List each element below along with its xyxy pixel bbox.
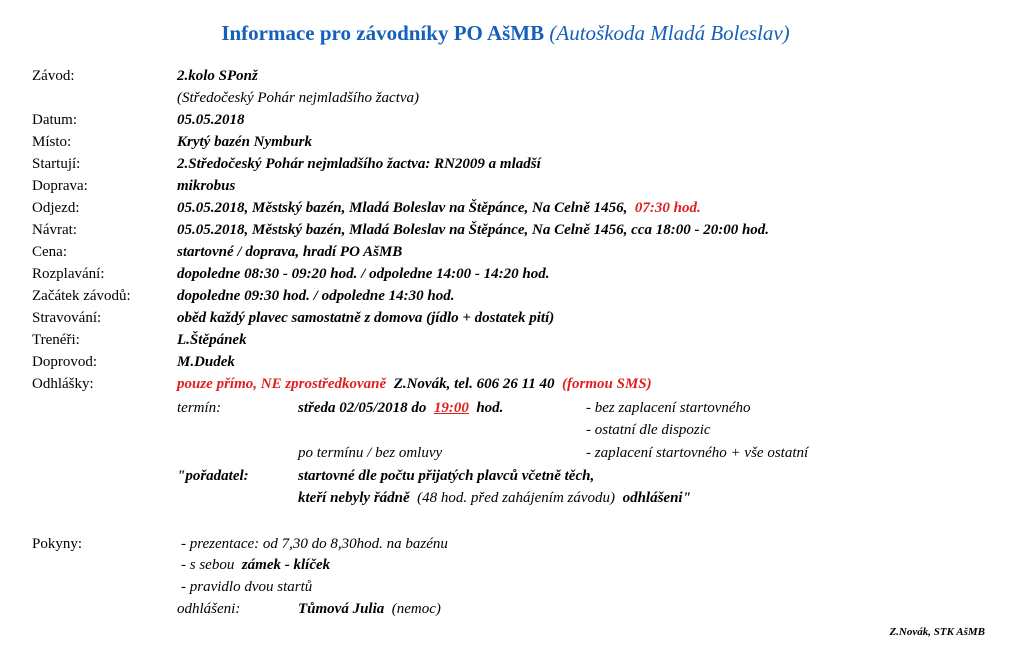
- row-label: Rozplavání:: [32, 266, 105, 282]
- row-label: Místo:: [32, 134, 72, 150]
- row-value: oběd každý plavec samostatně z domova (jídlo + dostatek pití): [177, 310, 555, 326]
- row-label: Doprovod:: [32, 354, 97, 370]
- pokyny-label: Pokyny:: [32, 536, 83, 552]
- row-value: L.Štěpánek: [177, 332, 247, 348]
- title-sub: (Autoškoda Mladá Boleslav): [549, 21, 790, 45]
- row-label: Stravování:: [32, 310, 102, 326]
- odhlaseni-label: odhlášeni:: [177, 601, 241, 617]
- poradatel-line-2a: kteří nebyly řádně: [298, 490, 410, 506]
- row-label: Odjezd:: [32, 200, 80, 216]
- row-value: dopoledne 09:30 hod. / odpoledne 14:30 hod.: [177, 288, 455, 304]
- odhlaseni-note: (nemoc): [391, 601, 441, 617]
- row-value: 05.05.2018, Městský bazén, Mladá Boleslav na Štěpánce, Na Celně 1456, cca 18:00 - 20:00 hod.: [177, 222, 770, 238]
- po-terminu: po termínu / bez omluvy: [298, 445, 443, 461]
- row-value: (Středočeský Pohár nejmladšího žactva): [177, 90, 420, 106]
- odhlasky-red2: (formou SMS): [562, 376, 652, 392]
- pokyny-line-2: [181, 557, 330, 574]
- row-value: 05.05.2018: [177, 112, 245, 128]
- title-main: Informace pro závodníky PO AšMB: [221, 21, 545, 45]
- odjezd-time: 07:30 hod.: [634, 200, 701, 216]
- row-label: Startují:: [32, 156, 81, 172]
- termin-value: [298, 400, 503, 417]
- row-label: Cena:: [32, 244, 67, 260]
- odhlasky-red1: pouze přímo, NE zprostředkovaně: [177, 376, 387, 392]
- odhlasky-contact: Z.Novák, tel. 606 26 11 40: [393, 376, 555, 392]
- odjezd-text: 05.05.2018, Městský bazén, Mladá Boleslav na Štěpánce, Na Celně 1456,: [177, 200, 628, 216]
- poradatel-line-2: [298, 490, 691, 507]
- row-value: mikrobus: [177, 178, 236, 194]
- pokyny-line-1: - prezentace: od 7,30 do 8,30hod. na bazénu: [181, 536, 448, 552]
- row-label: Doprava:: [32, 178, 88, 194]
- termin-hod: hod.: [476, 400, 504, 416]
- row-value: dopoledne 08:30 - 09:20 hod. / odpoledne 14:00 - 14:20 hod.: [177, 266, 550, 282]
- termin-time: 19:00: [433, 400, 469, 416]
- termin-note-3: - zaplacení startovného + vše ostatní: [586, 445, 809, 461]
- poradatel-label: "pořadatel:: [177, 468, 249, 484]
- row-value: [177, 200, 701, 217]
- termin-note-2: - ostatní dle dispozic: [586, 422, 711, 438]
- odhlaseni-name: Tůmová Julia: [298, 601, 385, 617]
- poradatel-line-2b: (48 hod. před zahájením závodu): [417, 490, 616, 506]
- footer-signature: Z.Novák, STK AšMB: [889, 626, 985, 638]
- page-title: [0, 21, 1011, 46]
- row-value: Krytý bazén Nymburk: [177, 134, 312, 150]
- odhlaseni-value: [298, 601, 441, 618]
- row-label: Odhlášky:: [32, 376, 94, 392]
- row-label: Začátek závodů:: [32, 288, 131, 304]
- row-value: 2.Středočeský Pohár nejmladšího žactva: RN2009 a mladší: [177, 156, 541, 172]
- row-label: Datum:: [32, 112, 77, 128]
- pokyny-line-3: - pravidlo dvou startů: [181, 579, 313, 595]
- row-label: Závod:: [32, 68, 75, 84]
- poradatel-line-1: startovné dle počtu přijatých plavců včetně těch,: [298, 468, 595, 484]
- termin-date: středa 02/05/2018 do: [298, 400, 427, 416]
- row-value: startovné / doprava, hradí PO AšMB: [177, 244, 403, 260]
- pokyny-line-2a: - s sebou: [181, 557, 235, 573]
- pokyny-line-2b: zámek - klíček: [241, 557, 331, 573]
- row-label: Trenéři:: [32, 332, 80, 348]
- termin-label: termín:: [177, 400, 222, 416]
- row-value: M.Dudek: [177, 354, 235, 370]
- row-value: [177, 376, 652, 393]
- row-value: 2.kolo SPonž: [177, 68, 258, 84]
- poradatel-line-2c: odhlášeni": [622, 490, 691, 506]
- termin-note-1: - bez zaplacení startovného: [586, 400, 751, 416]
- row-label: Návrat:: [32, 222, 77, 238]
